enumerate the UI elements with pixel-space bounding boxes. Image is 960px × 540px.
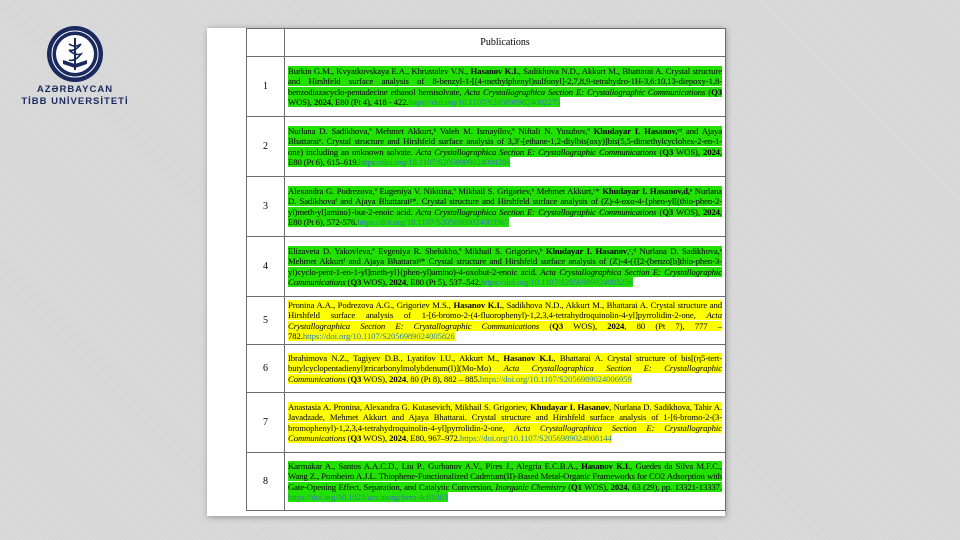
separator-text: ( [656,146,663,157]
separator-text: WOS), [288,96,314,107]
title-text: , Bhattarai A. Crystal structure of bis[(η5-tert-butylcyclopentadienyl)tricarbonylmolybdenum(I)](Mo-Mo) [288,353,722,374]
journal-name: Inorganic Chemistry [495,481,566,492]
publications-rows [247,57,726,511]
separator-text: WOS), [673,206,703,217]
publication-cell [285,237,726,297]
separator-text: ( [345,276,351,287]
journal-name: Acta Crystallographica Section E: Crystallographic Communications [288,422,722,443]
doi-link[interactable]: https://doi.org/10.1107/S2056989024003967 [357,216,509,227]
publication-cell [285,345,726,393]
publications-card [207,28,725,516]
table-row [247,57,726,117]
separator-text: ( [539,320,553,331]
separator-text: ( [705,86,712,97]
table-row [247,117,726,177]
separator-text: WOS), [361,432,390,443]
table-header-row [247,29,726,57]
publication-year: 2024 [610,481,628,492]
title-text: , Sadikhova N.D., Akkurt M., Bhattarai A. Crystal structure and Hirshfeld surface analysis of 1-[6-bromo-2-(4-fluorophenyl)-1,2,3,4-tetrahydroquinolin-4-yl]pyrrolidin-2-one, [288,300,722,321]
row-number: 2 [247,117,285,177]
doi-link[interactable]: https://doi.org/10.1107/S2056989024008144 [459,432,612,443]
doi-link[interactable]: https://doi.org/10.1107/S2056989024005826 [302,330,455,341]
quartile-badge: Q3 [552,320,564,331]
quartile-badge: Q1 [571,481,582,492]
header-empty-cell [247,29,285,57]
highlighted-author: Khudayar I. Hasanov,ᶜ [593,126,680,137]
university-logo [20,24,130,108]
publication-cell [285,57,726,117]
separator-text: ( [345,373,351,384]
table-row [247,297,726,345]
quartile-badge: Q3 [662,206,674,217]
row-number: 8 [247,453,285,511]
journal-name: Acta Crystallographica Section E: Crystallographic Communications [288,266,722,287]
journal-name: Acta Crystallographica Section E: Crystallographic Communications [288,363,722,384]
highlighted-author: Khudayar I. Hasanov [545,246,628,257]
volume-pages: , E80 (Pt 4), 418 - 422. [330,96,409,107]
separator-text: ( [656,206,663,217]
authors-text: Alexandra G. Podrezova,ª Eugeniya V. Nikitina,ª Mikhail S. Grigoriev,ᵇ Mehmet Akkurt,ᶜ* [288,186,603,197]
highlighted-author: Khudayar I. Hasanov,d,ᵉ [602,186,693,197]
doi-link[interactable]: https://doi.org/10.1107/S2056989024004286 [358,156,511,167]
journal-name: Acta Crystallographica Section E: Crystallographic Communications [415,206,657,217]
authors-text: Nurlana D. Sadikhova,ª Mehmet Akkurt,ᵇ Valeh M. Ismayilov,ª Niftali N. Yusubov,ª [288,126,594,137]
separator-text: ( [565,481,572,492]
table-row [247,345,726,393]
publication-cell [285,297,726,345]
publication-cell [285,393,726,453]
highlighted-author: Hasanov K.I. [503,353,554,364]
publication-year: 2024 [702,146,720,157]
row-number: 4 [247,237,285,297]
journal-name: Acta Crystallographica Section E: Crystallographic Communications [464,86,706,97]
doi-link[interactable]: https://doi.org/10.1107/S2056989024002275 [408,96,561,107]
doi-link[interactable]: https://doi.org/10.1107/S2056989024003256 [480,276,633,287]
authors-text: Elizaveta D. Yakovleva,ª Evgeniya R. Shelukho,ª Mikhail S. Grigoriev,ᵇ [288,246,546,257]
header-publications: Publications [285,29,726,57]
row-number: 1 [247,57,285,117]
row-number: 7 [247,393,285,453]
publication-year: 2024 [313,96,331,107]
table-row [247,453,726,511]
volume-pages: , E80 (Pt 6), 572-576. [288,206,722,227]
title-text: ,ᶜ,ᵈ Nurlana D. Sadikhova,ᵉ Mehmet Akkurtᶠ and Ajaya Bhattaraiᵍ* Crystal structure and Hirshfeld surface analysis of (Z)-4-({[2-(benzo[b]thio-phen-3-yl)cyclo-pent-1-en-1-yl]meth-yl}(phen-yl)amino)-4-oxobut-2-enoic acid. [288,246,722,277]
row-number: 3 [247,177,285,237]
authors-text: Burkin G.M., Kvyatkovskaya E.A., Khrustalev V.N., [288,66,471,77]
publication-year: 2024 [389,373,407,384]
doi-link[interactable]: https://doi.org/10.1107/S2056989024006959 [479,373,632,384]
title-text: , Guedes da Silva M.F.C., Wang Z., Pombeiro A.J.L. Thiophene-Functionalized Cadmium(II)-Based Metal-Organic Frameworks for CO2 Adsorption with Gate-Opening Effect, Separation, and Catalytic Conversion, [288,461,722,492]
publication-year: 2024 [389,432,407,443]
publications-table [246,28,726,511]
title-text: , Sadikhova N.D., Akkurt M., Bhattarai A. Crystal structure and Hirshfeld surface analysis of 8-benzyl-1-[(4-methylphenyl)sulfonyl]-2,7,8,9-tetrahydro-1H-3,6:10,13-diepoxy-1,8-benzodiazacyclo-pentadecine ethanol hemisolvate, [288,66,722,97]
volume-pages: , E80 (Pt 5), 537–542. [406,276,481,287]
separator-text: WOS), [581,481,611,492]
highlighted-author: Khudayar I. Hasanov [530,402,610,413]
row-number: 6 [247,345,285,393]
publication-year: 2024 [702,206,720,217]
university-emblem-icon [45,24,105,84]
title-text: , Nurlana D. Sadikhova, Tahir A. Javadzade, Mehmet Akkurt and Ajaya Bhattarai. Crystal structure and Hirshfeld surface analysis of 1-[6-bromo-2-(3-bromophenyl)-1,2,3,4-tetrahydroquinolin-4-yl]pyrrolidin-2-one, [288,402,722,433]
highlighted-author: Hasanov K.I. [470,66,519,77]
table-row [247,177,726,237]
volume-pages: , 80 (Pt 8), 882 – 885. [406,373,480,384]
journal-name: Acta Crystallographica Section E: Crystallographic Communications [415,146,657,157]
table-row [247,237,726,297]
separator-text: WOS), [563,320,608,331]
title-text: Nurlana D. Sadikhovaᶠ and Ajaya Bhattaraiᵍ*. Crystal structure and Hirshfeld surface analysis of (Z)-4-oxo-4-{phen-yl[(thio-phen-2-yl)meth-yl]amino}-but-2-enoic acid. [288,186,723,217]
logo-text-line1: AZƏRBAYCAN [36,84,114,95]
separator-text: WOS), [673,146,703,157]
quartile-badge: Q3 [350,373,362,384]
quartile-badge: Q3 [350,432,362,443]
publication-cell [285,177,726,237]
separator-text: ( [345,432,351,443]
separator-text: WOS), [361,373,390,384]
logo-text-line2: TİBB UNİVERSİTETİ [21,96,129,107]
publication-cell [285,117,726,177]
volume-pages: , E80, 967–972. [406,432,460,443]
authors-text: Karmakar A., Santos A.A.C.D., Liu P., Gurbanov A.V., Pires J., Alegria E.C.B.A., [288,461,582,472]
volume-pages: , E80 (Pt 6), 615–619. [288,146,723,167]
doi-link[interactable]: https://doi.org/10.1021/acs.inorgchem.4c01063 [288,491,448,502]
publication-year: 2024 [389,276,407,287]
journal-name: Acta Crystallographica Section E: Crystallographic Communications [288,310,722,331]
volume-pages: , 63 (29), pp. 13321-13337. [627,481,723,492]
quartile-badge: Q3 [662,146,674,157]
volume-pages: , 80 (Pt 7), 777 – 782. [288,320,723,341]
quartile-badge: Q3 [711,86,722,97]
highlighted-author: Hasanov K.I. [453,300,502,311]
publication-text [288,461,722,491]
row-number: 5 [247,297,285,345]
authors-text: Pronina A.A., Podrezova A.G., Grigoriev M.S., [288,300,454,311]
highlighted-author: Hasanov K.I. [581,461,631,472]
quartile-badge: Q3 [350,276,362,287]
authors-text: Anastasia A. Pronina, Alexandra G. Kutasevich, Mikhail S. Grigoriev, [288,402,531,413]
separator-text: WOS), [361,276,390,287]
table-row [247,393,726,453]
authors-text: Ibrahimova N.Z., Tagiyev D.B., Lyatifov I.U., Akkurt M., [288,353,504,364]
publication-year: 2024 [607,320,625,331]
title-text: ᵈ and Ajaya Bhattaraiᵉ. Crystal structure and Hirshfeld surface analysis of 3,3′-[ethane-1,2-diylbis(oxy)]bis(5,5-dimethylcyclohex-2-en-1-one) including an unknown solvate. [288,126,722,157]
publication-cell [285,453,726,511]
